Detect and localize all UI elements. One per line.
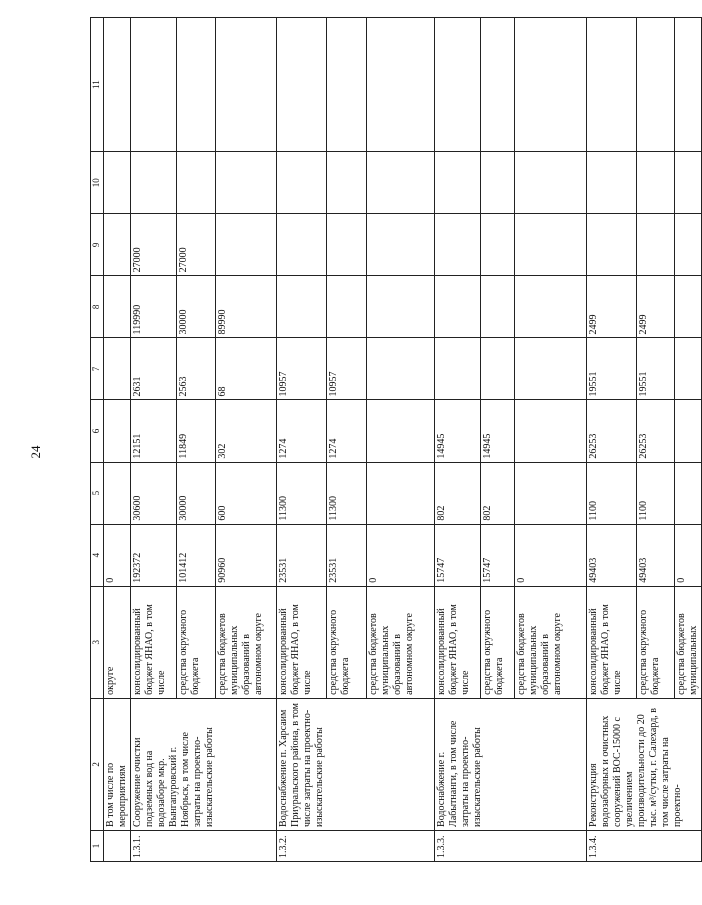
amount-cell-v8 (435, 276, 481, 338)
table-row (587, 18, 637, 862)
item-title: Водоснабжение г. Лабытнанги, в том числе затраты на проектно-изыскательские работы (435, 698, 587, 830)
amount-cell-v4: 23531 (327, 524, 367, 586)
amount-cell-v10 (131, 152, 177, 214)
amount-cell-v4: 101412 (177, 524, 216, 586)
amount-cell-v10 (481, 152, 515, 214)
amount-cell-v10 (216, 152, 277, 214)
rotated-table-container (90, 17, 699, 862)
amount-cell-v4: 15747 (481, 524, 515, 586)
amount-cell-v7 (435, 338, 481, 400)
amount-cell-v9 (481, 214, 515, 276)
amount-cell-v5: 802 (481, 462, 515, 524)
amount-cell-v6 (367, 400, 435, 462)
amount-cell-v4: 0 (367, 524, 435, 586)
amount-cell-v10 (435, 152, 481, 214)
amount-cell-v8: 119990 (131, 276, 177, 338)
amount-cell-v5 (515, 462, 587, 524)
amount-cell-v8 (481, 276, 515, 338)
amount-cell-v9 (277, 214, 327, 276)
amount-cell-v8: 30000 (177, 276, 216, 338)
amount-cell-v8: 2499 (637, 276, 675, 338)
amount-cell-v4: 15747 (435, 524, 481, 586)
funding-source: средства бюджетов муниципальных (675, 586, 702, 698)
amount-cell-v8: 89990 (216, 276, 277, 338)
amount-cell-v4: 49403 (587, 524, 637, 586)
funding-source: консолидированный бюджет ЯНАО, в том числе (277, 586, 327, 698)
amount-cell-v11 (587, 18, 637, 152)
amount-cell-v9 (675, 214, 702, 276)
amount-cell-v9 (367, 214, 435, 276)
funding-source: средства окружного бюджета (637, 586, 675, 698)
amount-cell-v9 (637, 214, 675, 276)
amount-cell-v7: 10957 (277, 338, 327, 400)
funding-source: консолидированный бюджет ЯНАО, в том числе (435, 586, 481, 698)
amount-cell-v6: 14945 (481, 400, 515, 462)
amount-cell-v11 (435, 18, 481, 152)
item-number: 1.3.4. (587, 830, 702, 861)
funding-source: средства бюджетов муниципальных образований в автономном округе (515, 586, 587, 698)
amount-cell-v5: 600 (216, 462, 277, 524)
column-number: 3 (91, 586, 104, 698)
amount-cell-v4: 49403 (637, 524, 675, 586)
amount-cell-v10 (587, 152, 637, 214)
amount-cell-v11 (637, 18, 675, 152)
funding-source: консолидированный бюджет ЯНАО, в том числе (131, 586, 177, 698)
column-number: 4 (91, 524, 104, 586)
column-number: 10 (91, 152, 104, 214)
subheader-total: 0 (104, 524, 131, 586)
amount-cell-v9: 27000 (177, 214, 216, 276)
funding-source: средства окружного бюджета (327, 586, 367, 698)
item-title: Реконструкция водозаборных и очистных сооружений ВОС-15000 с увеличением производительности до 20 тыс. м³/сутки, г. Салехард, в том числе затраты на проектно- (587, 698, 702, 830)
subheader-row (104, 18, 131, 862)
funding-table (90, 17, 702, 862)
amount-cell-v5 (675, 462, 702, 524)
column-number: 8 (91, 276, 104, 338)
amount-cell-v6: 26253 (587, 400, 637, 462)
amount-cell-v5: 11300 (327, 462, 367, 524)
amount-cell-v8: 2499 (587, 276, 637, 338)
amount-cell-v6: 14945 (435, 400, 481, 462)
amount-cell-v9 (587, 214, 637, 276)
amount-cell-v5: 11300 (277, 462, 327, 524)
column-number: 6 (91, 400, 104, 462)
amount-cell-v11 (515, 18, 587, 152)
amount-cell-v4: 90960 (216, 524, 277, 586)
amount-cell-v9 (327, 214, 367, 276)
table-row (277, 18, 327, 862)
amount-cell-v8 (367, 276, 435, 338)
amount-cell-v4: 23531 (277, 524, 327, 586)
amount-cell-v5: 30000 (177, 462, 216, 524)
amount-cell-v11 (177, 18, 216, 152)
column-number: 2 (91, 698, 104, 830)
subheader-label: В том числе по мероприятиям (104, 698, 131, 830)
amount-cell-v9 (515, 214, 587, 276)
amount-cell-v5: 1100 (587, 462, 637, 524)
amount-cell-v7 (515, 338, 587, 400)
funding-source: консолидированный бюджет ЯНАО, в том числе (587, 586, 637, 698)
amount-cell-v6: 12151 (131, 400, 177, 462)
amount-cell-v10 (177, 152, 216, 214)
amount-cell-v6: 1274 (327, 400, 367, 462)
amount-cell-v8 (277, 276, 327, 338)
amount-cell-v7: 19551 (587, 338, 637, 400)
amount-cell-v9 (216, 214, 277, 276)
item-title: Водоснабжение п. Харсаим Приуральского района, в том числе затраты на проектно-изыскательские работы (277, 698, 435, 830)
amount-cell-v7: 19551 (637, 338, 675, 400)
table-row (131, 18, 177, 862)
column-number: 7 (91, 338, 104, 400)
funding-source: средства бюджетов муниципальных образований в автономном округе (216, 586, 277, 698)
amount-cell-v4: 0 (675, 524, 702, 586)
column-number: 9 (91, 214, 104, 276)
amount-cell-v11 (277, 18, 327, 152)
amount-cell-v6 (675, 400, 702, 462)
amount-cell-v9: 27000 (131, 214, 177, 276)
amount-cell-v5: 30600 (131, 462, 177, 524)
amount-cell-v10 (327, 152, 367, 214)
amount-cell-v5: 1100 (637, 462, 675, 524)
amount-cell-v7: 68 (216, 338, 277, 400)
funding-source: средства окружного бюджета (481, 586, 515, 698)
item-title: Сооружение очистки подземных вод на водозаборе мкр. Вынгапуровский г. Ноябрьск, в том числе затраты на проектно-изыскательские работы (131, 698, 277, 830)
amount-cell-v6: 11849 (177, 400, 216, 462)
amount-cell-v4: 0 (515, 524, 587, 586)
subheader-funding: округе (104, 586, 131, 698)
funding-source: средства окружного бюджета (177, 586, 216, 698)
column-number: 1 (91, 830, 104, 861)
page-number: 24 (28, 445, 43, 459)
amount-cell-v5 (367, 462, 435, 524)
empty-cell (104, 830, 131, 861)
amount-cell-v7: 2563 (177, 338, 216, 400)
amount-cell-v10 (637, 152, 675, 214)
amount-cell-v6 (515, 400, 587, 462)
item-number: 1.3.2. (277, 830, 435, 861)
amount-cell-v4: 192372 (131, 524, 177, 586)
column-number-row (91, 18, 104, 862)
amount-cell-v8 (675, 276, 702, 338)
item-number: 1.3.3. (435, 830, 587, 861)
amount-cell-v7 (367, 338, 435, 400)
amount-cell-v8 (327, 276, 367, 338)
funding-source: средства бюджетов муниципальных образований в автономном округе (367, 586, 435, 698)
amount-cell-v10 (277, 152, 327, 214)
items-body (131, 18, 702, 862)
amount-cell-v7: 10957 (327, 338, 367, 400)
amount-cell-v11 (216, 18, 277, 152)
amount-cell-v10 (367, 152, 435, 214)
amount-cell-v6: 302 (216, 400, 277, 462)
amount-cell-v6: 1274 (277, 400, 327, 462)
amount-cell-v8 (515, 276, 587, 338)
amount-cell-v11 (367, 18, 435, 152)
amount-cell-v10 (675, 152, 702, 214)
amount-cell-v10 (515, 152, 587, 214)
amount-cell-v11 (131, 18, 177, 152)
amount-cell-v6: 26253 (637, 400, 675, 462)
amount-cell-v7: 2631 (131, 338, 177, 400)
item-number: 1.3.1. (131, 830, 277, 861)
amount-cell-v11 (675, 18, 702, 152)
amount-cell-v11 (327, 18, 367, 152)
amount-cell-v7 (675, 338, 702, 400)
amount-cell-v7 (481, 338, 515, 400)
table-row (435, 18, 481, 862)
amount-cell-v11 (481, 18, 515, 152)
column-number: 11 (91, 18, 104, 152)
amount-cell-v5: 802 (435, 462, 481, 524)
column-number: 5 (91, 462, 104, 524)
amount-cell-v9 (435, 214, 481, 276)
